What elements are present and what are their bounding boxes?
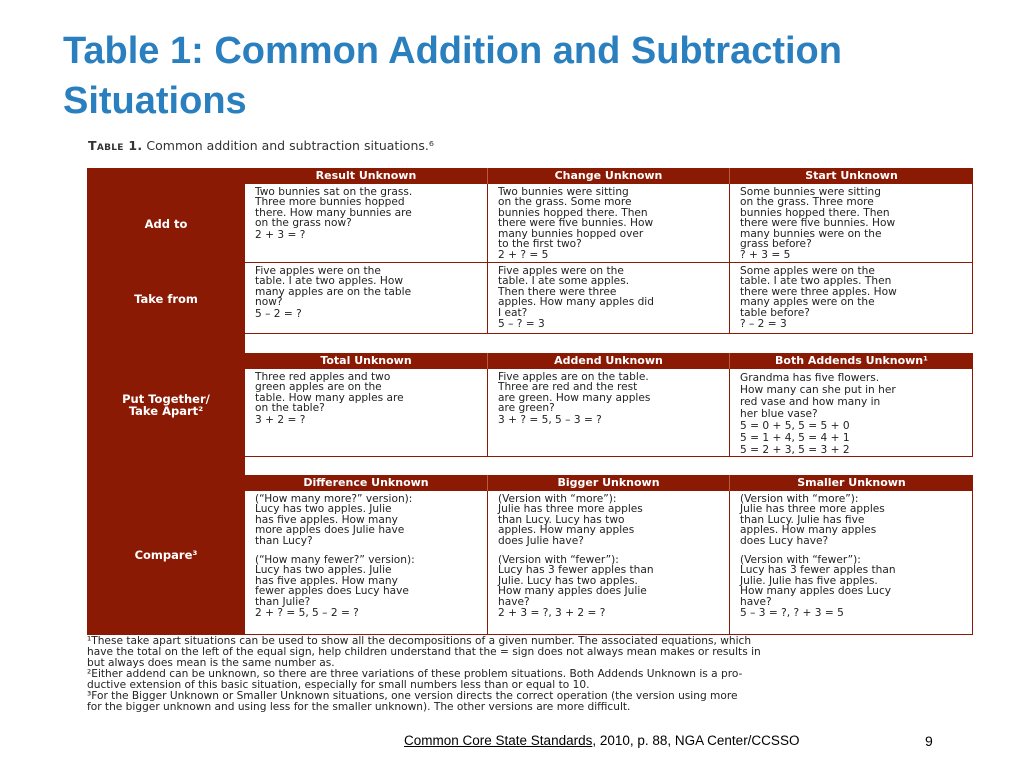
- cell-text-line: to the first two?: [498, 238, 582, 251]
- cell-text-line: there were three apples. How: [740, 285, 897, 298]
- cell-equation: 3 + 2 = ?: [255, 413, 306, 426]
- footnote-line: ductive extension of this basic situation, especially for small numbers less than or equal to 10.: [87, 679, 590, 691]
- cell-text-line: does Lucy have?: [740, 534, 829, 547]
- footnote-line: but always does mean is the same number as.: [87, 657, 335, 669]
- source-citation: [404, 733, 799, 748]
- cell-add-to-start-unknown: [730, 184, 973, 263]
- column-header-both-addends-unknown: Both Addends Unknown¹: [730, 353, 973, 369]
- cell-equation: 5 = 1 + 4, 5 = 4 + 1: [740, 432, 850, 444]
- cell-text-line: Julie has three more apples: [498, 503, 643, 516]
- cell-text-line: than Lucy?: [255, 534, 313, 547]
- table-section-put-together: [87, 353, 973, 457]
- cell-text-line: How many can she put in her: [740, 384, 896, 396]
- cell-text-line: does Julie have?: [498, 534, 584, 547]
- cell-text-line: red vase and how many in: [740, 396, 881, 408]
- cell-text-line: (“How many fewer?” version):: [255, 554, 415, 567]
- cell-text-line: has five apples. How many: [255, 574, 398, 587]
- column-header-bigger-unknown: Bigger Unknown: [488, 475, 730, 491]
- cell-text-line: her blue vase?: [740, 408, 818, 420]
- table-caption: [88, 138, 434, 153]
- section-spacer: [87, 457, 245, 475]
- cell-text-line: Two bunnies sat on the grass.: [255, 186, 413, 198]
- cell-text-line: Three red apples and two: [255, 371, 391, 383]
- cell-text-line: Some apples were on the: [740, 265, 875, 277]
- cell-put-together-total-unknown: [245, 369, 488, 457]
- section-spacer: [87, 334, 245, 353]
- cell-take-from-start-unknown: [730, 263, 973, 334]
- cell-text-line: many bunnies were on the: [740, 227, 882, 240]
- cell-text-line: many apples are on the table: [255, 285, 412, 298]
- cell-equation: 5 = 2 + 3, 5 = 3 + 2: [740, 444, 850, 456]
- cell-text-line: Three more bunnies hopped: [255, 196, 405, 209]
- cell-put-together-addend-unknown: [488, 369, 730, 457]
- cell-text-line: (“How many more?” version):: [255, 493, 413, 505]
- cell-equation: 5 – 3 = ?, ? + 3 = 5: [740, 607, 844, 620]
- cell-text-line: table. I ate two apples. How: [255, 275, 404, 288]
- cell-text-line: there were five bunnies. How: [498, 217, 654, 230]
- column-header-result-unknown: Result Unknown: [245, 168, 488, 184]
- cell-text-line: How many apples does Julie: [498, 585, 647, 598]
- column-header-total-unknown: Total Unknown: [245, 353, 488, 369]
- cell-text-line: there. How many bunnies are: [255, 206, 412, 219]
- cell-take-from-result-unknown: [245, 263, 488, 334]
- cell-text-line: Lucy has two apples. Julie: [255, 503, 392, 516]
- cell-text-line: Lucy has 3 fewer apples than: [498, 564, 654, 577]
- cell-text-line: Julie. Lucy has two apples.: [498, 574, 638, 587]
- cell-text-line: than Lucy. Julie has five: [740, 513, 865, 526]
- footnote-line: ²Either addend can be unknown, so there are three variations of these problem situations. Both Addends Unknown is a pro-: [87, 668, 743, 680]
- cell-text-line: apples. How many apples: [498, 524, 635, 537]
- cell-add-to-result-unknown: [245, 184, 488, 263]
- cell-text-line: Then there were three: [498, 285, 617, 298]
- cell-text-line: many apples were on the: [740, 296, 875, 309]
- cell-text-line: Julie. Julie has five apples.: [740, 574, 878, 587]
- cell-text-line: table. I ate two apples. Then: [740, 275, 892, 288]
- footnote-line: ¹These take apart situations can be used to show all the decompositions of a given number. The associated equations, which: [87, 635, 752, 647]
- cell-text-line: Grandma has five flowers.: [740, 372, 880, 384]
- cell-text-line: than Julie?: [255, 595, 311, 608]
- table-section-add-take: [87, 168, 973, 334]
- column-header-difference-unknown: Difference Unknown: [245, 475, 488, 491]
- cell-text-line: bunnies hopped there. Then: [740, 206, 890, 219]
- footnote-line: have the total on the left of the equal sign, help children understand that the = sign does not always mean makes or results in: [87, 646, 761, 658]
- cell-text-line: apples. How many apples: [740, 524, 877, 537]
- cell-text-line: there were five bunnies. How: [740, 217, 896, 230]
- slide-title: Table 1: Common Addition and Subtraction Situations: [63, 30, 842, 122]
- cell-text-line: on the grass now?: [255, 217, 352, 230]
- cell-text-line: are green. How many apples: [498, 391, 651, 404]
- row-header-add-to: [87, 184, 245, 264]
- cell-text-line: Lucy has two apples. Julie: [255, 564, 392, 577]
- cell-text-line: table. How many apples are: [255, 391, 404, 404]
- cell-text-line: Five apples were on the: [255, 265, 381, 277]
- row-header-put-together-line2: Take Apart²: [128, 404, 204, 418]
- table-section-compare: [87, 475, 973, 635]
- cell-text-line: Lucy has 3 fewer apples than: [740, 564, 896, 577]
- cell-equation: 5 – 2 = ?: [255, 307, 302, 320]
- table-footnotes: [87, 636, 977, 713]
- cell-text-line: has five apples. How many: [255, 513, 398, 526]
- table-caption-text: Common addition and subtraction situations.⁶: [142, 138, 434, 153]
- column-header-start-unknown: Start Unknown: [730, 168, 973, 184]
- column-header-smaller-unknown: Smaller Unknown: [730, 475, 973, 491]
- cell-text-line: than Lucy. Lucy has two: [498, 513, 625, 526]
- cell-text-line: are green?: [498, 402, 555, 415]
- row-header-take-from: [87, 263, 245, 334]
- cell-equation: 2 + ? = 5, 5 – 2 = ?: [255, 607, 359, 620]
- cell-equation: ? + 3 = 5: [740, 249, 791, 262]
- cell-text-line: Julie has three more apples: [740, 503, 885, 516]
- cell-text-line: apples. How many apples did: [498, 296, 654, 309]
- table-caption-lead: Table 1.: [88, 138, 143, 153]
- cell-text-line: How many apples does Lucy: [740, 585, 892, 598]
- cell-text-line: on the grass. Some more: [498, 196, 632, 209]
- cell-text-line: Two bunnies were sitting: [498, 186, 629, 198]
- cell-compare-bigger-unknown: [488, 491, 730, 635]
- cell-text-line: bunnies hopped there. Then: [498, 206, 648, 219]
- cell-take-from-change-unknown: [488, 263, 730, 334]
- cell-equation: 2 + 3 = ?: [255, 228, 306, 241]
- cell-text-line: have?: [498, 595, 530, 608]
- cell-text-line: Five apples were on the: [498, 265, 624, 277]
- cell-text-line: Three are red and the rest: [498, 381, 638, 394]
- source-details: , 2010, p. 88, NGA Center/CCSSO: [592, 733, 800, 748]
- footnote-line: for the bigger unknown and using less for the smaller unknown). The other versions are more difficult.: [87, 701, 631, 713]
- cell-equation: 2 + ? = 5: [498, 249, 549, 262]
- page-number: 9: [925, 733, 933, 749]
- cell-equation: 2 + 3 = ?, 3 + 2 = ?: [498, 607, 606, 620]
- row-header-put-together: [87, 353, 245, 457]
- cell-text-line: (Version with “more”):: [740, 493, 859, 505]
- cell-text-line: (Version with “fewer”):: [498, 554, 619, 567]
- cell-equation: 5 – ? = 3: [498, 318, 545, 331]
- cell-equation: 3 + ? = 5, 5 – 3 = ?: [498, 413, 602, 426]
- row-header-put-together-line1: Put Together/: [122, 392, 210, 406]
- cell-text-line: green apples are on the: [255, 381, 382, 394]
- cell-text-line: now?: [255, 296, 283, 309]
- column-header-change-unknown: Change Unknown: [488, 168, 730, 184]
- cell-text-line: have?: [740, 595, 772, 608]
- cell-text-line: on the grass. Three more: [740, 196, 874, 209]
- row-header-take-from-label: Take from: [134, 291, 198, 306]
- cell-equation: ? – 2 = 3: [740, 318, 787, 331]
- cell-text-line: fewer apples does Lucy have: [255, 585, 409, 598]
- cell-text-line: on the table?: [255, 402, 325, 415]
- cell-text-line: more apples does Julie have: [255, 524, 405, 537]
- cell-text-line: table. I ate some apples.: [498, 275, 630, 288]
- column-header-addend-unknown: Addend Unknown: [488, 353, 730, 369]
- cell-put-together-both-addends-unknown: [730, 369, 973, 457]
- cell-compare-smaller-unknown: [730, 491, 973, 635]
- cell-text-line: table before?: [740, 306, 810, 319]
- source-link[interactable]: Common Core State Standards: [404, 733, 593, 748]
- row-header-compare-label: Compare³: [134, 548, 198, 562]
- cell-text-line: (Version with “more”):: [498, 493, 617, 505]
- row-header-blank-top: [87, 168, 245, 184]
- cell-text-line: many bunnies hopped over: [498, 227, 644, 240]
- cell-equation: 5 = 0 + 5, 5 = 5 + 0: [740, 420, 850, 432]
- row-header-compare: [87, 475, 245, 635]
- row-header-add-to-label: Add to: [144, 216, 188, 231]
- cell-text-line: (Version with “fewer”):: [740, 554, 861, 567]
- cell-add-to-change-unknown: [488, 184, 730, 263]
- cell-text-line: Some bunnies were sitting: [740, 186, 881, 198]
- cell-text-line: grass before?: [740, 238, 812, 251]
- cell-text-line: I eat?: [498, 306, 528, 319]
- footnote-line: ³For the Bigger Unknown or Smaller Unknown situations, one version directs the correct operation (the version using more: [87, 690, 738, 702]
- cell-text-line: Five apples are on the table.: [498, 371, 649, 383]
- cell-compare-difference-unknown: [245, 491, 488, 635]
